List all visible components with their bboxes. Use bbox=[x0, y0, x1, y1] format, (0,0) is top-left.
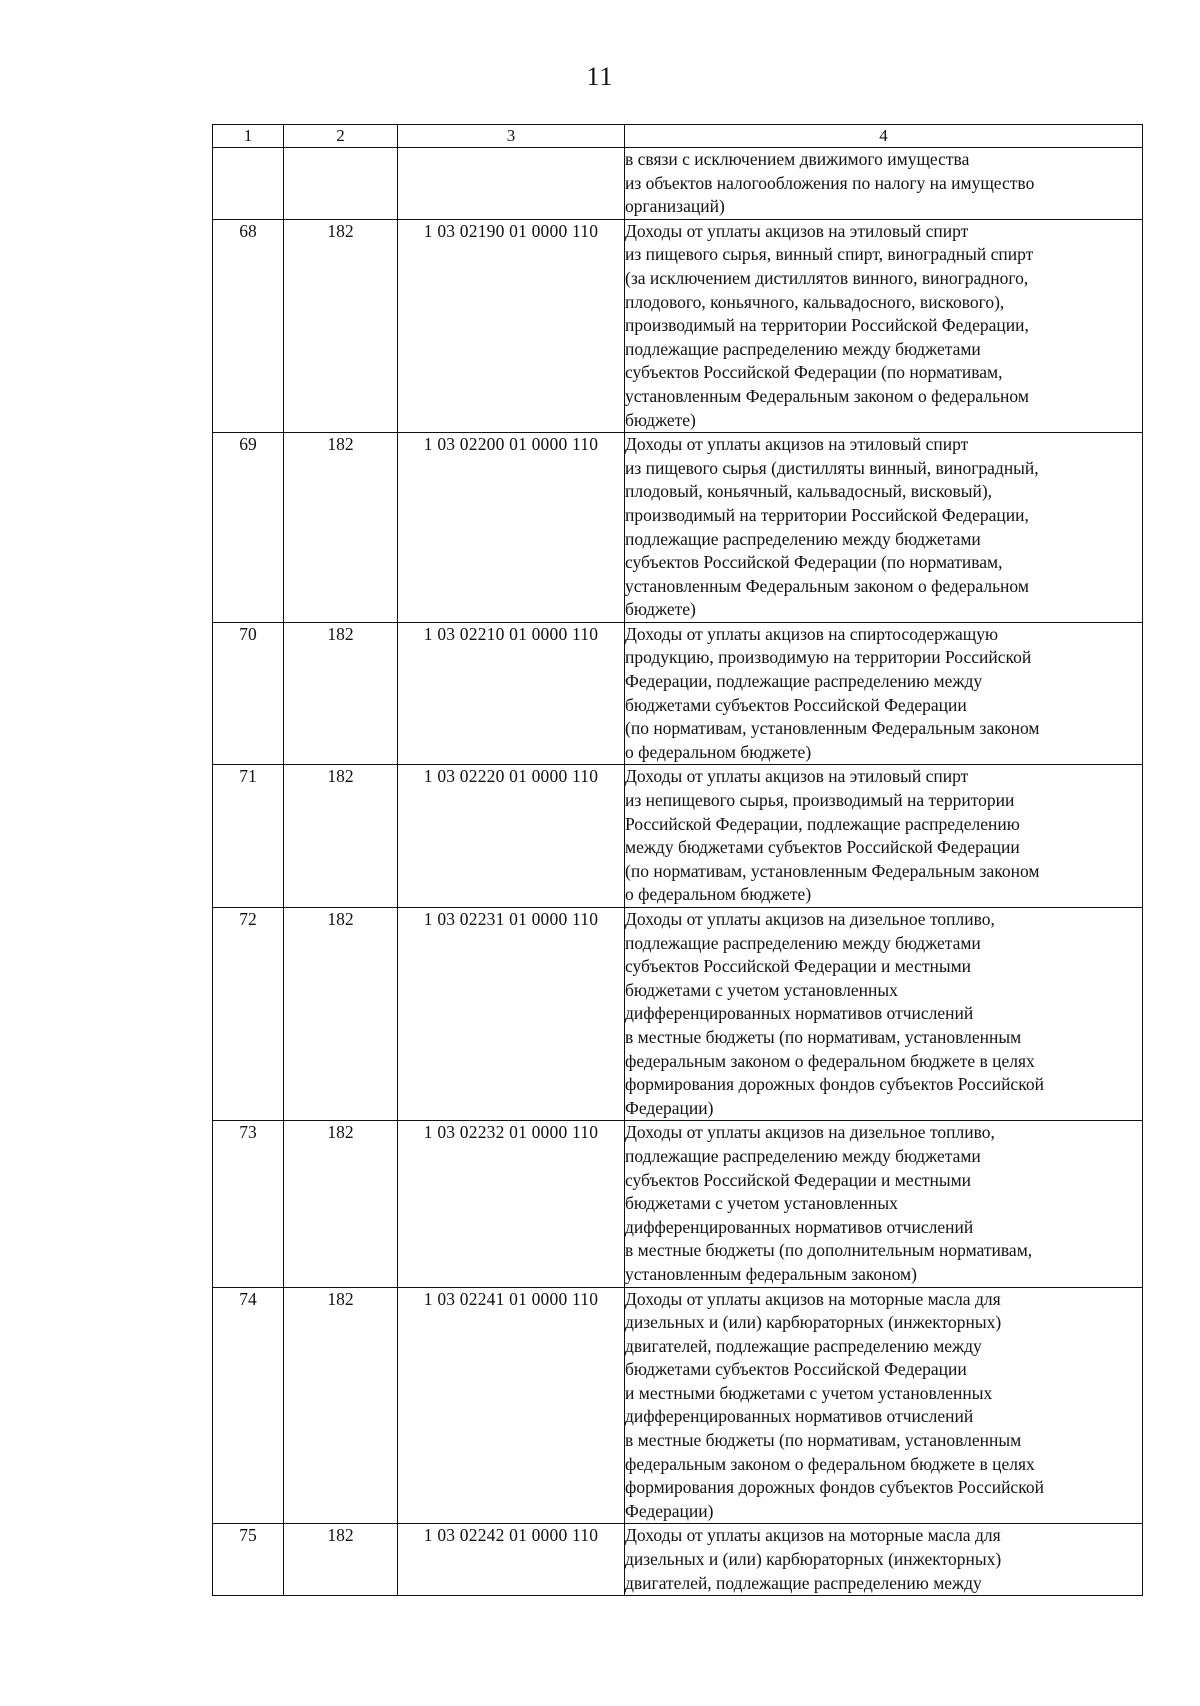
budget-classification-code: 1 03 02200 01 0000 110 bbox=[398, 433, 625, 623]
table-header-row bbox=[213, 125, 1143, 148]
table-row bbox=[213, 148, 1143, 220]
description-line: производимый на территории Российской Федерации, bbox=[625, 315, 1029, 336]
description-line: Федерации, подлежащие распределению между bbox=[625, 671, 983, 692]
description-line: продукцию, производимую на территории Российской bbox=[625, 647, 1032, 668]
description-line: производимый на территории Российской Федерации, bbox=[625, 504, 1029, 525]
revenue-description bbox=[625, 219, 1143, 432]
description-line: Доходы от уплаты акцизов на этиловый спирт bbox=[625, 434, 969, 455]
revenue-codes-table bbox=[212, 124, 1143, 1596]
description-line: (по нормативам, установленным Федеральным законом bbox=[625, 718, 1040, 739]
description-line: бюджетами с учетом установленных bbox=[625, 1193, 898, 1214]
admin-code bbox=[284, 148, 398, 220]
row-number: 73 bbox=[213, 1121, 284, 1287]
description-line: формирования дорожных фондов субъектов Российской bbox=[625, 1074, 1044, 1095]
description-line: субъектов Российской Федерации (по нормативам, bbox=[625, 552, 1003, 573]
description-line: установленным Федеральным законом о федеральном bbox=[625, 575, 1029, 596]
description-line: Доходы от уплаты акцизов на дизельное топливо, bbox=[625, 909, 995, 929]
description-line: бюджетами с учетом установленных bbox=[625, 979, 898, 1000]
description-line: из пищевого сырья (дистилляты винный, виноградный, bbox=[625, 457, 1039, 478]
description-line: федеральным законом о федеральном бюджете в целях bbox=[625, 1050, 1035, 1071]
admin-code: 182 bbox=[284, 908, 398, 1121]
revenue-description bbox=[625, 908, 1143, 1121]
description-line: из пищевого сырья, винный спирт, виноградный спирт bbox=[625, 244, 1034, 265]
description-line: формирования дорожных фондов субъектов Российской bbox=[625, 1477, 1044, 1498]
description-line: Федерации) bbox=[625, 1097, 714, 1118]
row-number: 69 bbox=[213, 433, 284, 623]
revenue-description bbox=[625, 765, 1143, 908]
row-number bbox=[213, 148, 284, 220]
table-body bbox=[213, 148, 1143, 1596]
description-line: двигателей, подлежащие распределению между bbox=[625, 1335, 982, 1356]
description-line: плодового, коньячного, кальвадосного, вискового), bbox=[625, 291, 1005, 312]
description-line: установленным Федеральным законом о федеральном bbox=[625, 385, 1029, 406]
description-line: субъектов Российской Федерации (по нормативам, bbox=[625, 362, 1003, 383]
description-line: дизельных и (или) карбюраторных (инжекторных) bbox=[625, 1312, 1002, 1333]
row-number: 72 bbox=[213, 908, 284, 1121]
row-number: 75 bbox=[213, 1524, 284, 1596]
table-row bbox=[213, 219, 1143, 432]
admin-code: 182 bbox=[284, 1121, 398, 1287]
row-number: 71 bbox=[213, 765, 284, 908]
description-line: субъектов Российской Федерации и местными bbox=[625, 956, 972, 977]
table-row bbox=[213, 765, 1143, 908]
admin-code: 182 bbox=[284, 765, 398, 908]
description-line: Доходы от уплаты акцизов на этиловый спирт bbox=[625, 766, 969, 787]
budget-classification-code: 1 03 02220 01 0000 110 bbox=[398, 765, 625, 908]
description-line: подлежащие распределению между бюджетами bbox=[625, 338, 981, 359]
description-line: бюджетами субъектов Российской Федерации bbox=[625, 1359, 967, 1380]
description-line: Доходы от уплаты акцизов на дизельное топливо, bbox=[625, 1122, 995, 1143]
revenue-description bbox=[625, 622, 1143, 765]
page-number: 11 bbox=[586, 62, 614, 91]
admin-code: 182 bbox=[284, 433, 398, 623]
description-line: Доходы от уплаты акцизов на этиловый спирт bbox=[625, 220, 969, 241]
description-line: субъектов Российской Федерации и местными bbox=[625, 1169, 972, 1190]
revenue-description bbox=[625, 433, 1143, 623]
revenue-description bbox=[625, 148, 1143, 220]
header-col-2: 2 bbox=[284, 125, 398, 148]
description-line: (за исключением дистиллятов винного, виноградного, bbox=[625, 267, 1029, 288]
description-line: дифференцированных нормативов отчислений bbox=[625, 1216, 974, 1237]
description-line: дифференцированных нормативов отчислений bbox=[625, 1003, 974, 1024]
admin-code: 182 bbox=[284, 219, 398, 432]
admin-code: 182 bbox=[284, 622, 398, 765]
budget-classification-code: 1 03 02231 01 0000 110 bbox=[398, 908, 625, 1121]
description-line: дизельных и (или) карбюраторных (инжекторных) bbox=[625, 1549, 1002, 1570]
header-col-4: 4 bbox=[625, 125, 1143, 148]
description-line: о федеральном бюджете) bbox=[625, 741, 812, 762]
description-line: Доходы от уплаты акцизов на спиртосодержащую bbox=[625, 623, 999, 644]
description-line: бюджете) bbox=[625, 599, 696, 620]
budget-classification-code: 1 03 02241 01 0000 110 bbox=[398, 1287, 625, 1524]
row-number: 74 bbox=[213, 1287, 284, 1524]
description-line: Федерации) bbox=[625, 1500, 714, 1521]
description-line: между бюджетами субъектов Российской Федерации bbox=[625, 837, 1020, 858]
admin-code: 182 bbox=[284, 1287, 398, 1524]
table-row bbox=[213, 1121, 1143, 1287]
description-line: Доходы от уплаты акцизов на моторные масла для bbox=[625, 1288, 1001, 1309]
description-line: организаций) bbox=[625, 196, 725, 217]
row-number: 68 bbox=[213, 219, 284, 432]
description-line: в связи с исключением движимого имущества bbox=[625, 149, 970, 169]
budget-classification-code: 1 03 02210 01 0000 110 bbox=[398, 622, 625, 765]
budget-classification-code bbox=[398, 148, 625, 220]
table-row bbox=[213, 908, 1143, 1121]
budget-classification-code: 1 03 02242 01 0000 110 bbox=[398, 1524, 625, 1596]
description-line: Доходы от уплаты акцизов на моторные масла для bbox=[625, 1525, 1001, 1546]
description-line: двигателей, подлежащие распределению между bbox=[625, 1572, 982, 1593]
table-row bbox=[213, 433, 1143, 623]
description-line: (по нормативам, установленным Федеральным законом bbox=[625, 860, 1040, 881]
budget-classification-code: 1 03 02232 01 0000 110 bbox=[398, 1121, 625, 1287]
row-number: 70 bbox=[213, 622, 284, 765]
table-row bbox=[213, 1287, 1143, 1524]
description-line: установленным федеральным законом) bbox=[625, 1263, 917, 1284]
budget-classification-code: 1 03 02190 01 0000 110 bbox=[398, 219, 625, 432]
table-row bbox=[213, 1524, 1143, 1596]
description-line: бюджете) bbox=[625, 409, 696, 430]
revenue-description bbox=[625, 1524, 1143, 1596]
description-line: из объектов налогообложения по налогу на имущество bbox=[625, 172, 1035, 193]
description-line: о федеральном бюджете) bbox=[625, 884, 812, 905]
description-line: подлежащие распределению между бюджетами bbox=[625, 1145, 981, 1166]
description-line: бюджетами субъектов Российской Федерации bbox=[625, 694, 967, 715]
description-line: и местными бюджетами с учетом установленных bbox=[625, 1382, 993, 1403]
description-line: подлежащие распределению между бюджетами bbox=[625, 932, 981, 953]
revenue-description bbox=[625, 1121, 1143, 1287]
revenue-description bbox=[625, 1287, 1143, 1524]
description-line: подлежащие распределению между бюджетами bbox=[625, 528, 981, 549]
description-line: плодовый, коньячный, кальвадосный, висковый), bbox=[625, 481, 993, 502]
description-line: дифференцированных нормативов отчислений bbox=[625, 1406, 974, 1427]
header-col-3: 3 bbox=[398, 125, 625, 148]
admin-code: 182 bbox=[284, 1524, 398, 1596]
description-line: в местные бюджеты (по нормативам, установленным bbox=[625, 1430, 1022, 1451]
description-line: федеральным законом о федеральном бюджете в целях bbox=[625, 1453, 1035, 1474]
description-line: в местные бюджеты (по дополнительным нормативам, bbox=[625, 1240, 1033, 1261]
description-line: в местные бюджеты (по нормативам, установленным bbox=[625, 1026, 1022, 1047]
description-line: Российской Федерации, подлежащие распределению bbox=[625, 813, 1020, 834]
header-col-1: 1 bbox=[213, 125, 284, 148]
table-row bbox=[213, 622, 1143, 765]
description-line: из непищевого сырья, производимый на территории bbox=[625, 790, 1015, 811]
